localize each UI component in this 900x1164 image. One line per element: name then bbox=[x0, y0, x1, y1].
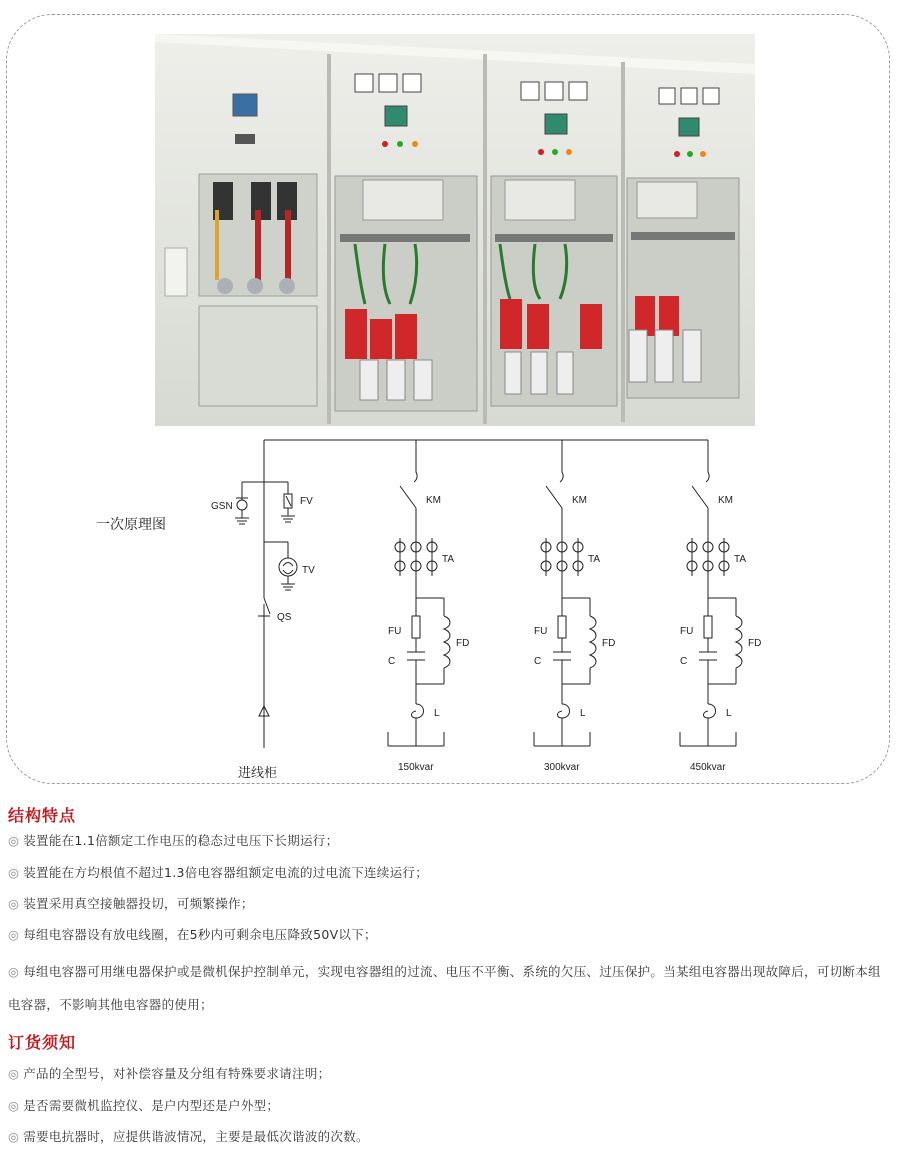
branch-ta-label: TA bbox=[588, 554, 601, 565]
branch-c-label: C bbox=[388, 656, 396, 667]
incoming-cabinet-label: 进线柜 bbox=[238, 766, 278, 781]
branch-capacity-label: 450kvar bbox=[690, 762, 726, 773]
branch-ta-label: TA bbox=[734, 554, 747, 565]
feature-item: ◎ 装置能在1.1倍额定工作电压的稳态过电压下长期运行； bbox=[8, 833, 339, 848]
feature-item: ◎ 装置能在方均根值不超过1.3倍电容器组额定电流的过电流下连续运行； bbox=[8, 865, 428, 880]
branch-fd-label: FD bbox=[748, 638, 762, 649]
tv-label: TV bbox=[302, 565, 315, 576]
capacitor-branches bbox=[388, 440, 761, 773]
branch-km-label: KM bbox=[426, 495, 441, 506]
fv-label: FV bbox=[300, 496, 313, 507]
branch-km-label: KM bbox=[572, 495, 587, 506]
diagram-title: 一次原理图 bbox=[96, 517, 166, 533]
branch-c-label: C bbox=[534, 656, 542, 667]
branch-fu-label: FU bbox=[534, 626, 548, 637]
branch-fu-label: FU bbox=[680, 626, 694, 637]
feature-item: ◎ 每组电容器可用继电器保护或是微机保护控制单元，实现电容器组的过流、电压不平衡、系统的欠压、过压保护。当某组电容器出现故障后，可切断本组电容器，不影响其他电容器的使用； bbox=[8, 964, 881, 1012]
branch-fd-label: FD bbox=[602, 638, 616, 649]
feature-item: ◎ 每组电容器设有放电线圈，在5秒内可剩余电压降致50V以下； bbox=[8, 927, 377, 942]
branch-capacity-label: 150kvar bbox=[398, 762, 434, 773]
branch-km-label: KM bbox=[718, 495, 733, 506]
branch-fd-label: FD bbox=[456, 638, 470, 649]
feature-item: ◎ 装置采用真空接触器投切，可频繁操作； bbox=[8, 896, 254, 911]
branch-ta-label: TA bbox=[442, 554, 455, 565]
gsn-label: GSN bbox=[211, 501, 233, 512]
branch-l-label: L bbox=[580, 708, 586, 719]
ordering-item: ◎ 是否需要微机监控仪、是户内型还是户外型； bbox=[8, 1098, 280, 1113]
qs-label: QS bbox=[277, 612, 292, 623]
ordering-item: ◎ 需要电抗器时，应提供谐波情况，主要是最低次谐波的次数。 bbox=[8, 1129, 369, 1144]
capacitor-branch bbox=[680, 440, 761, 773]
ordering-heading: 订货须知 bbox=[8, 1033, 77, 1052]
branch-fu-label: FU bbox=[388, 626, 402, 637]
branch-capacity-label: 300kvar bbox=[544, 762, 580, 773]
branch-l-label: L bbox=[726, 708, 732, 719]
capacitor-branch bbox=[388, 440, 469, 773]
branch-l-label: L bbox=[434, 708, 440, 719]
ordering-item: ◎ 产品的全型号，对补偿容量及分组有特殊要求请注明； bbox=[8, 1066, 331, 1081]
branch-c-label: C bbox=[680, 656, 688, 667]
features-heading: 结构特点 bbox=[8, 806, 77, 825]
capacitor-branch bbox=[534, 440, 615, 773]
